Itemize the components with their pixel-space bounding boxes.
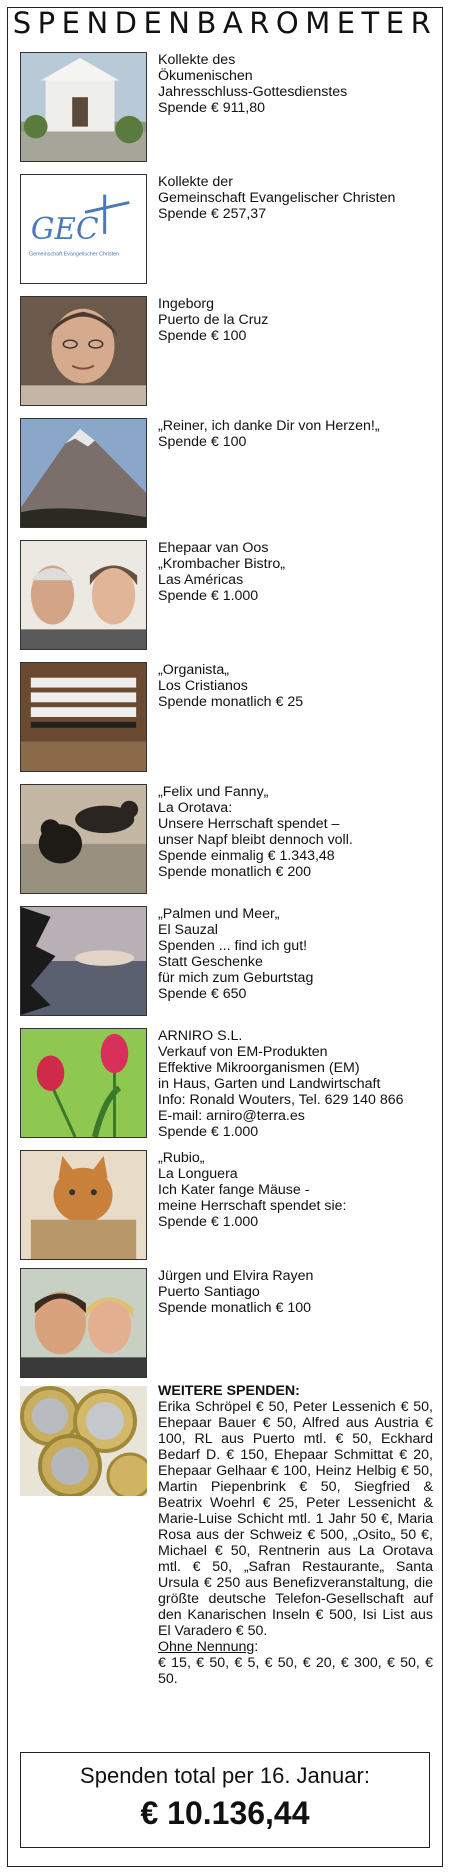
woman-portrait-icon — [20, 296, 147, 406]
more-donations — [158, 1383, 433, 1687]
donation-entry — [20, 418, 438, 530]
entry-text: „Reiner, ich danke Dir von Herzen!„ Spende € 100 — [158, 418, 380, 450]
tulips-photo-icon — [20, 1028, 147, 1138]
entry-text: „Organista„ Los Cristianos Spende monatlich € 25 — [158, 662, 304, 710]
entry-text: Ehepaar van Oos „Krombacher Bistro„ Las Américas Spende € 1.000 — [158, 540, 285, 604]
chapel-photo-icon — [20, 52, 147, 162]
donation-entry — [20, 662, 438, 774]
anonymous-donations: € 15, € 50, € 5, € 50, € 20, € 300, € 50, € 50. — [158, 1655, 433, 1687]
entry-text: Jürgen und Elvira Rayen Puerto Santiago Spende monatlich € 100 — [158, 1268, 314, 1316]
entry-text: Kollekte der Gemeinschaft Evangelischer Christen Spende € 257,37 — [158, 174, 396, 222]
donation-entry — [20, 1028, 438, 1140]
palm-sea-photo-icon — [20, 906, 147, 1016]
entry-text: ARNIRO S.L. Verkauf von EM-Produkten Effektive Mikroorganismen (EM) in Haus, Garten und Landwirtschaft Info: Ronald Wouters, Tel. 629 140 866 E-mail: arniro@terra.es Spende € 1.000 — [158, 1028, 404, 1140]
page-title: SPENDENBAROMETER — [12, 6, 438, 40]
total-box — [20, 1752, 430, 1848]
mountain-photo-icon — [20, 418, 147, 528]
more-donations-heading: WEITERE SPENDEN: — [158, 1383, 300, 1399]
cat-photo-icon — [20, 1150, 147, 1260]
more-donations-text: Erika Schröpel € 50, Peter Lessenich € 50, Ehepaar Bauer € 50, Alfred aus Austria € 100, RL aus Puerto mtl. € 50, Eckhard Bedarf D. € 150, Ehepaar Schmittat € 20, Ehepaar Gelhaar € 100, Heinz Helbig € 50, Martin Piepenbrink € 50, Siegfried & Beatrix Woehrl € 25, Peter Lessenicht & Marie-Luise Schicht mtl. 1 Jahr 50 €, Maria Rosa aus der Schweiz € 500, „Osito„ 50 €, Michael € 50, Rentnerin aus La Orotava mtl. € 50, „Safran Restaurante„ Santa Ursula € 250 aus Benefizveranstaltung, die größte deutsche Telefon-Gesellschaft auf den Kanarischen Inseln € 500, Isi List aus El Varadero € 50. — [158, 1399, 433, 1639]
gec-logo-icon — [20, 174, 147, 284]
donation-entry — [20, 174, 438, 286]
dogs-photo-icon — [20, 784, 147, 894]
donation-entry — [20, 52, 438, 164]
entry-text: „Rubio„ La Longuera Ich Kater fange Mäuse - meine Herrschaft spendet sie: Spende € 1.000 — [158, 1150, 347, 1230]
total-label: Spenden total per 16. Januar: — [80, 1763, 370, 1788]
anonymous-colon: : — [254, 1639, 259, 1655]
euro-coins-photo-icon — [20, 1386, 147, 1496]
entry-text: Ingeborg Puerto de la Cruz Spende € 100 — [158, 296, 269, 344]
entry-text: „Felix und Fanny„ La Orotava: Unsere Herrschaft spendet – unser Napf bleibt dennoch voll. Spende einmalig € 1.343,48 Spende monatlich € 200 — [158, 784, 353, 880]
donation-entry — [20, 296, 438, 408]
total-amount: € 10.136,44 — [140, 1795, 310, 1831]
anonymous-heading: Ohne Nennung — [158, 1639, 255, 1655]
donation-entry — [20, 906, 438, 1018]
donation-entry — [20, 1268, 438, 1380]
donation-entry — [20, 540, 438, 652]
donation-entry — [20, 784, 438, 896]
donation-entry — [20, 1150, 438, 1262]
svg-text:GEC: GEC — [30, 211, 99, 246]
organ-photo-icon — [20, 662, 147, 772]
svg-text:Gemeinschaft Evangelischer Chr: Gemeinschaft Evangelischer Christen — [28, 251, 120, 258]
entry-text: „Palmen und Meer„ El Sauzal Spenden ... find ich gut! Statt Geschenke für mich zum Geburtstag Spende € 650 — [158, 906, 314, 1002]
couple-smiling-photo-icon — [20, 1268, 147, 1378]
entry-text: Kollekte des Ökumenischen Jahresschluss-Gottesdienstes Spende € 911,80 — [158, 52, 348, 116]
couple-portrait-icon — [20, 540, 147, 650]
